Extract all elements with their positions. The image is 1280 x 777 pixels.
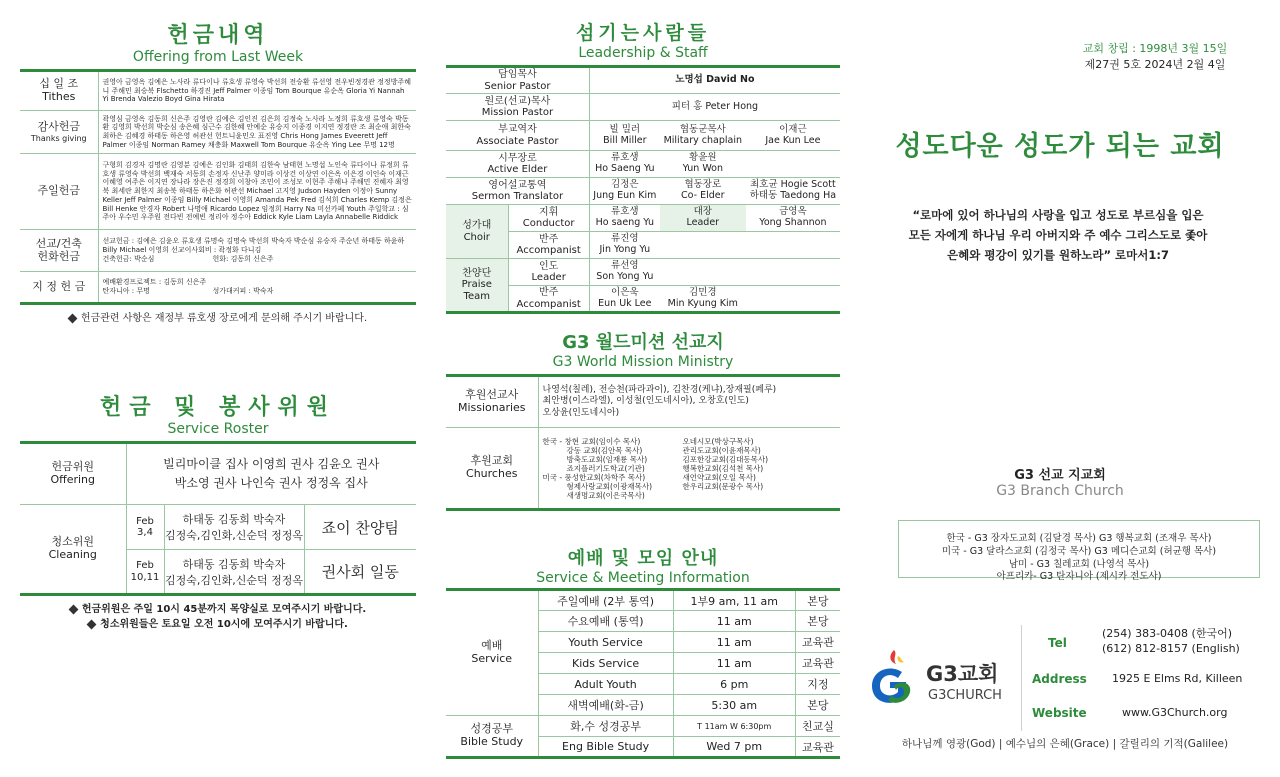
coelder-name-1: 최호균 Hogie Scott — [750, 179, 836, 191]
praise-en2: Team — [463, 290, 490, 302]
clean-date-month: Feb — [136, 515, 154, 527]
issue-number: 제27권 5호 2024년 2월 4일 — [1084, 58, 1226, 71]
mission-title: G3 월드미션 선교지 — [562, 332, 724, 353]
mission-name: 피터 홍 Peter Hong — [589, 94, 840, 121]
service-name: Adult Youth — [538, 674, 673, 695]
assoc-name-ko: 빌 밀러 — [609, 123, 641, 135]
pleader-name-en: Son Yong Yu — [596, 271, 654, 282]
accomp-en: Accompanist — [516, 298, 581, 310]
roster-clean-row-1 — [20, 505, 416, 550]
website-link[interactable]: www.G3Church.org — [1122, 706, 1228, 719]
church-item: 새언약교회(오일 목사) — [682, 472, 756, 482]
offering-row-designated — [20, 272, 416, 304]
coelder-name-2: 하태동 Taedong Ha — [749, 190, 837, 201]
church-item: 행복한교회(김석천 목사) — [682, 463, 764, 473]
row-label-ko: 선교/건축 — [35, 236, 82, 250]
choir-leader-en: Yong Shannon — [759, 217, 827, 228]
tel-english: (612) 812-8157 (English) — [1102, 642, 1240, 656]
conductor-name-en: Ho saeng Yu — [595, 217, 655, 228]
accomp-ko: 반주 — [539, 233, 559, 245]
tel-korean: (254) 383-0408 (한국어) — [1102, 627, 1232, 640]
service-name: 새벽예배(화-금) — [538, 695, 673, 716]
clean-date-days: 10,11 — [130, 571, 160, 583]
address-label: Address — [1032, 672, 1087, 686]
conductor-en: Conductor — [522, 218, 575, 229]
church-motto: 성도다운 성도가 되는 교회 — [895, 131, 1225, 162]
elder-name-en: Yun Won — [682, 163, 724, 174]
lead-row-conductor — [446, 205, 840, 232]
logo-subtitle: G3CHURCH — [928, 688, 1002, 703]
conductor-ko: 지휘 — [539, 206, 559, 218]
verse-line: 모든 자에게 하나님 우리 아버지와 주 예수 그리스도로 좇아 — [908, 228, 1208, 243]
offering-committee-line2: 박소영 권사 나인숙 권사 정정옥 집사 — [174, 476, 368, 490]
g3-logo-icon — [864, 646, 916, 710]
assoc-name-en: Military chaplain — [663, 134, 743, 146]
service-place: 교육관 — [795, 737, 840, 758]
row-label-en: Thanks giving — [30, 133, 87, 143]
church-en: Churches — [466, 467, 518, 480]
paccomp2-en: Min Kyung Kim — [667, 297, 738, 309]
thanks-names: 곽영심 금영옥 김동희 신은주 김영란 김예은 김인진 김은희 김정숙 노사라 노정희 류호생 류영숙 박동환 김영희 박선희 박순심 송은혜 심근수 김한혜 안예순 유승지 이종경 이지연 정경란 조 최순애 최한숙 최하은 김혜경 하태동 하은영 허관선 헌트니윤민오 표진영 Chris Hong James Eveerett Jeff Palmer 이종임 Norman Ramey 채충화 Maxwell Tom Bourque 유순옥 Ying Lee 무명 12명 — [98, 111, 416, 154]
contact-divider — [1021, 625, 1022, 731]
miss-ko: 후원선교사 — [465, 388, 519, 402]
designated-tanzania: 탄자니아 : 무명 — [102, 287, 150, 295]
choir-accomp-ko: 류진영 — [611, 233, 639, 245]
tel-label: Tel — [1048, 636, 1067, 650]
offering-row-thanks — [20, 111, 416, 154]
choir-accomp-en: Jin Yong Yu — [599, 244, 651, 255]
roster-offering-ko: 헌금위원 — [51, 460, 94, 474]
praise-ko: 찬양단 — [462, 267, 492, 279]
assoc-name-ko: 이재근 — [779, 123, 807, 135]
choir-ko: 성가대 — [462, 220, 492, 231]
service-time: Wed 7 pm — [673, 737, 795, 758]
choir-leader-label-ko: 대장 — [693, 206, 712, 218]
offering-note-text: 헌금관련 사항은 재정부 류호생 장로에게 문의해 주시기 바랍니다. — [80, 313, 368, 324]
elder-name-en: Ho Saeng Yu — [595, 163, 655, 174]
assoc-name-en: Bill Miller — [603, 134, 647, 146]
assoc-name-en: Jae Kun Lee — [765, 134, 821, 146]
branch-item: 남미 - G3 칠레교회 (나영석 목사) — [1008, 558, 1150, 570]
service-name: Kids Service — [538, 653, 673, 674]
tithes-names: 권영아 금영옥 김예은 노사라 류다이나 류호생 류영숙 박선희 전승환 류선영 전우빈정경관 정정방주혜니 주해민 최승북 Flschetto 하경진 Jeff Palmer 이종임 Tom Bourque 유순옥 Gloria Yi Nannah Yi Brenda Valezio Boyd Gina Hirata — [98, 71, 416, 111]
roster-section — [20, 390, 416, 630]
leadership-title: 섬기는사람들 — [575, 22, 711, 44]
lead-row-assoc — [446, 121, 840, 151]
mission-subtitle: G3 World Mission Ministry — [552, 354, 734, 370]
clean-date-month: Feb — [136, 560, 154, 571]
website-row — [1032, 698, 1272, 728]
services-title: 예배 및 모임 안내 — [567, 548, 719, 569]
choir-leader-ko: 금영옥 — [779, 206, 807, 218]
senior-ko: 담임목사 — [498, 69, 537, 80]
row-label-ko2: 헌화헌금 — [37, 249, 80, 263]
service-time: 1부9 am, 11 am — [673, 590, 795, 611]
offering-row-mission — [20, 230, 416, 272]
roster-table — [20, 441, 416, 596]
elder-name-ko: 류호생 — [611, 152, 639, 164]
service-time: 11 am — [673, 653, 795, 674]
missionary-line: 나영석(칠레), 전승천(파라과이), 김찬경(케냐),장재필(페루) — [542, 385, 777, 396]
service-place: 본당 — [795, 590, 840, 611]
branch-title-en: G3 Branch Church — [996, 483, 1124, 499]
offering-table — [20, 69, 416, 305]
service-row — [446, 590, 840, 611]
assoc-ko: 부교역자 — [498, 124, 537, 135]
branch-list — [898, 520, 1260, 583]
missionary-line: 오상윤(인도네시아) — [542, 407, 620, 418]
trans-ko: 영어설교통역 — [488, 179, 547, 191]
founded-date: 교회 창립 : 1998년 3월 15일 — [1082, 42, 1228, 55]
paccomp1-en: Eun Uk Lee — [598, 297, 652, 309]
clean-names-1: 하태동 김동희 박숙자 — [182, 513, 286, 526]
branch-item: 미국 - G3 달라스교회 (김정국 목사) G3 메디슨교회 (허균행 목사) — [941, 545, 1217, 557]
service-time: 11 am — [673, 632, 795, 653]
trans-name-en: Jung Eun Kim — [593, 190, 657, 201]
roster-clean-en: Cleaning — [48, 548, 97, 561]
church-item: 한우리교회(문광수 목사) — [682, 481, 764, 491]
bible-verse — [868, 205, 1248, 265]
praise-en1: Praise — [461, 279, 492, 291]
service-row — [446, 716, 840, 737]
senior-name: 노명섭 David No — [589, 67, 840, 94]
mission-offering-names: 선교헌금 : 김예은 김윤오 류호생 류명숙 김명숙 박선희 박숙자 박순심 유승자 주순년 하태동 하윤하 Billy Michael 이영희 선교이사회비 : 곽정화 다니김 — [102, 237, 405, 255]
worship-ko: 예배 — [481, 639, 503, 653]
church-item: 새생명교회(이은국목사) — [566, 490, 645, 500]
assoc-name-ko: 협동군목사 — [679, 123, 726, 135]
designated-coffee: 성가대커피 : 박숙자 — [212, 287, 274, 295]
church-item: 형제사랑교회(이광재목사) — [566, 481, 653, 491]
offering-row-tithes — [20, 71, 416, 111]
roster-title: 헌금 및 봉사위원 — [99, 395, 337, 420]
leadership-table — [446, 65, 840, 314]
clean-date-days: 3,4 — [137, 527, 153, 538]
bible-ko: 성경공부 — [470, 722, 513, 736]
leadership-section — [446, 18, 840, 314]
church-item: 미국 - 풍성한교회(차학주 목사) — [542, 472, 646, 482]
contact-info — [1032, 624, 1272, 728]
designated-project: 예배환경프로젝트 : 김동희 신은주 — [102, 278, 207, 287]
services-subtitle: Service & Meeting Information — [536, 570, 750, 586]
branch-header — [900, 464, 1220, 499]
service-place: 친교실 — [795, 716, 840, 737]
mission-table — [446, 374, 840, 511]
mission-ko: 원로(선교)목사 — [484, 95, 551, 107]
service-name: 수요예배 (통역) — [538, 611, 673, 632]
service-name: Eng Bible Study — [538, 737, 673, 758]
choir-en: Choir — [463, 231, 490, 243]
pleader-en: Leader — [531, 272, 566, 283]
accomp-en: Accompanist — [516, 245, 581, 256]
elder-name-ko: 황윤원 — [689, 152, 717, 164]
row-label-ko: 십 일 조 — [39, 77, 79, 91]
verse-line: 은혜와 평강이 있기를 원하노라” 로마서1:7 — [947, 248, 1169, 263]
issue-info — [1060, 40, 1250, 72]
service-time: 6 pm — [673, 674, 795, 695]
pleader-name-ko: 류선영 — [611, 260, 639, 272]
offering-section — [20, 18, 416, 324]
church-item: 방축도교회(임재룡 목사) — [566, 454, 648, 464]
elder-ko: 시무장로 — [498, 152, 537, 164]
elder-en: Active Elder — [487, 164, 548, 175]
logo-title: G3교회 — [926, 662, 999, 686]
church-logo — [864, 646, 1024, 716]
tel-row — [1032, 624, 1272, 662]
row-label-ko: 지 정 헌 금 — [32, 279, 86, 293]
roster-note-1 — [20, 600, 416, 615]
roster-note-2 — [20, 615, 416, 630]
clean-team: 죠이 찬양팀 — [304, 505, 416, 550]
flower-offering: 헌화: 김동희 신은주 — [212, 254, 274, 263]
church-item: 김포한강교회(김대동목사) — [682, 454, 769, 464]
offering-row-sunday — [20, 154, 416, 230]
mission-row-missionaries — [446, 376, 840, 428]
paccomp1-ko: 이은욱 — [611, 286, 639, 298]
diamond-icon — [67, 313, 77, 323]
bible-en: Bible Study — [460, 735, 524, 748]
church-item: 강동 교회(김안목 목사) — [566, 445, 643, 455]
sunday-names: 구형희 김경자 김명란 김영분 김예은 김인화 김태희 김한숙 남태현 노명섭 노인숙 류다이나 류정희 류호생 류영숙 박선희 백재숙 서동희 손정자 신난주 양미라 이상건 이상연 이은옥 이은경 이인숙 이재근 이혜영 여주은 이지연 장나라 장은진 정경희 이창아 조민이 조성모 이현주 주해나 주해민 진혜자 최영북 최세란 최한지 최송북 하태동 하은화 허관선 Michael 고지영 Judson Hayden 이정아 Sunny Keller Jeff Palmer 이종임 Billy Michael 이영희 Amanda Pek Fred 김석희 Charles Kemp 김정은 Bill Henke 안경자 Robert 나명애 Ricardo Lopez 임정희 Harry Na 미선카페 Youth 주일학교 : 심주아 우수민 우주원 전다빈 전예빈 정리아 정수아 Eddick Kyle Liam Layla Annabelle Riddick — [98, 154, 416, 230]
accomp-ko: 반주 — [539, 287, 559, 298]
service-time: 11 am — [673, 611, 795, 632]
service-place: 교육관 — [795, 632, 840, 653]
offering-committee-line1: 빌리마이클 집사 이영희 권사 김윤오 권사 — [163, 456, 380, 471]
service-place: 본당 — [795, 611, 840, 632]
lead-row-senior — [446, 67, 840, 94]
verse-line: “로마에 있어 하나님의 사랑을 입고 성도로 부르심을 입은 — [912, 208, 1204, 222]
building-offering: 건축헌금: 박순심 — [102, 254, 155, 263]
branch-item: 한국 - G3 장자도교회 (김달경 목사) G3 행복교회 (조재우 목사) — [946, 533, 1212, 544]
mission-section — [446, 328, 840, 511]
service-name: 주일예배 (2부 통역) — [538, 590, 673, 611]
roster-note-1-text: 헌금위원은 주일 10시 45분까지 목양실로 모여주시기 바랍니다. — [81, 604, 367, 615]
service-place: 지정 — [795, 674, 840, 695]
clean-names-2: 김정숙,김인화,신순덕 정정옥 — [164, 529, 303, 542]
mission-row-churches — [446, 428, 840, 510]
coelder-ko: 협동장로 — [684, 179, 722, 191]
church-ko: 후원교회 — [470, 454, 513, 468]
services-table — [446, 588, 840, 759]
roster-offering-en: Offering — [50, 473, 96, 486]
lead-row-mission — [446, 94, 840, 121]
clean-team: 권사회 일동 — [304, 550, 416, 595]
miss-en: Missionaries — [457, 401, 526, 414]
address-row — [1032, 662, 1272, 698]
church-item: 한국 - 창현 교회(임이수 목사) — [542, 436, 641, 446]
missionary-line: 최안병(이스라엘), 이성철(인도네시아), 오창호(인도) — [542, 396, 749, 407]
leadership-subtitle: Leadership & Staff — [578, 45, 708, 61]
trans-name-ko: 김정은 — [611, 179, 639, 191]
diamond-icon — [87, 619, 97, 629]
service-time: 5:30 am — [673, 695, 795, 716]
roster-subtitle: Service Roster — [167, 421, 269, 437]
pleader-ko: 인도 — [539, 260, 559, 272]
service-name: Youth Service — [538, 632, 673, 653]
service-place: 본당 — [795, 695, 840, 716]
coelder-en: Co- Elder — [681, 190, 725, 201]
branch-item: 아프리카- G3 탄자니아 (제시카 전도사) — [996, 571, 1162, 583]
church-item: 관리도교회(이윤재목사) — [682, 445, 761, 455]
offering-title: 헌금내역 — [167, 23, 269, 48]
conductor-name-ko: 류호생 — [611, 206, 639, 218]
footer-motto: 하나님께 영광(God) | 예수님의 은혜(Grace) | 갈릴리의 기적(Galilee) — [901, 738, 1229, 750]
branch-title-ko: G3 선교 지교회 — [1014, 468, 1106, 483]
roster-offering-row — [20, 443, 416, 505]
mission-en: Mission Pastor — [481, 107, 554, 118]
clean-names-1: 하태동 김동희 박숙자 — [182, 557, 286, 571]
website-label: Website — [1032, 706, 1087, 720]
lead-row-trans — [446, 178, 840, 205]
service-place: 교육관 — [795, 653, 840, 674]
assoc-en: Associate Pastor — [476, 135, 559, 147]
trans-en: Sermon Translator — [471, 191, 564, 202]
diamond-icon — [68, 604, 78, 614]
service-name: 화,수 성경공부 — [538, 716, 673, 737]
row-label-ko: 감사헌금 — [37, 120, 80, 134]
service-time: T 11am W 6:30pm — [673, 716, 795, 737]
worship-en: Service — [471, 652, 513, 665]
paccomp2-ko: 김민경 — [689, 286, 717, 298]
lead-row-praise-leader — [446, 259, 840, 286]
church-item: 죠지플러기도학교(기관) — [566, 463, 645, 473]
lead-row-elder — [446, 151, 840, 178]
offering-note — [20, 309, 416, 324]
services-section — [446, 544, 840, 759]
offering-subtitle: Offering from Last Week — [132, 49, 304, 65]
roster-note-2-text: 청소위원들은 토요일 오전 10시에 모여주시기 바랍니다. — [100, 619, 348, 630]
choir-leader-label-en: Leader — [686, 217, 720, 228]
address-value: 1925 E Elms Rd, Killeen — [1112, 672, 1243, 685]
roster-clean-ko: 청소위원 — [51, 535, 94, 549]
row-label-en: Tithes — [42, 90, 76, 103]
clean-names-2: 김정숙,김인화,신순덕 정정옥 — [164, 573, 303, 587]
senior-en: Senior Pastor — [484, 80, 551, 92]
church-item: 오네시모(박상구목사) — [682, 436, 754, 446]
row-label-ko: 주일헌금 — [37, 184, 80, 198]
